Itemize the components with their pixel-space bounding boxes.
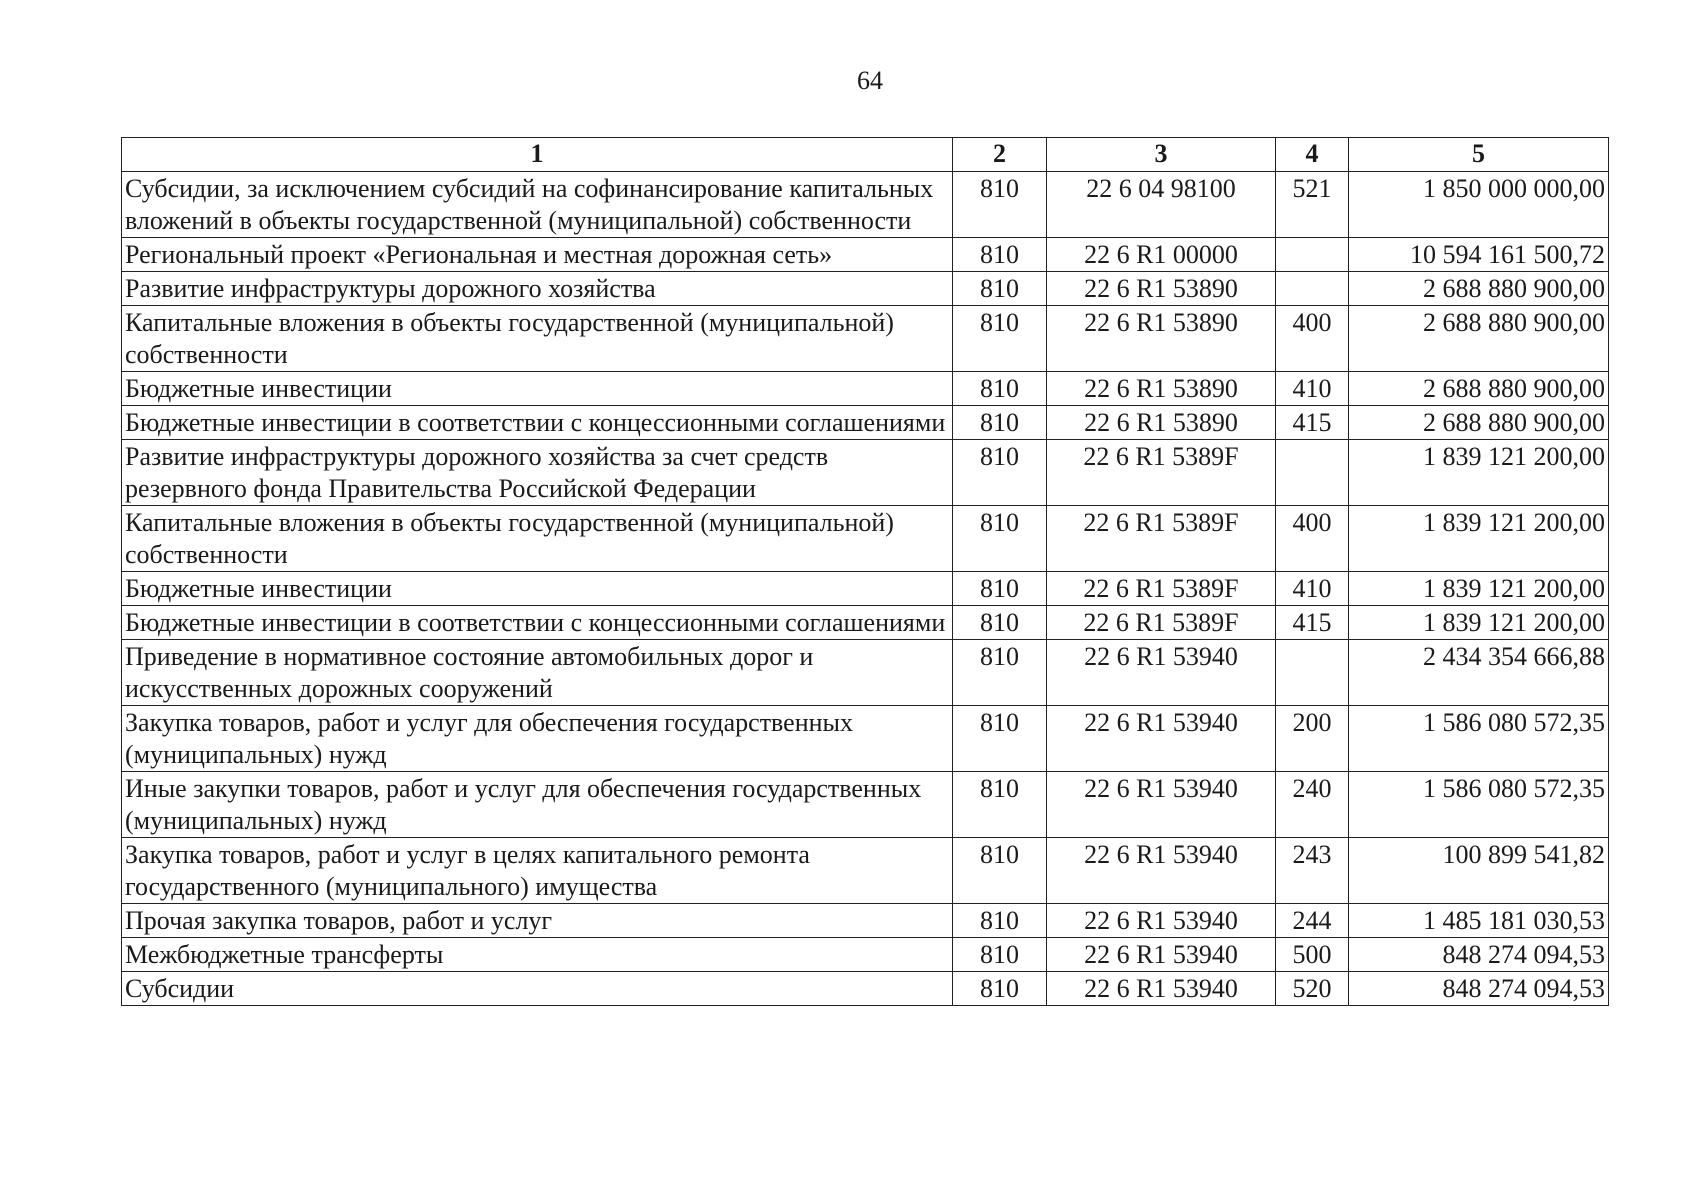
row-ministry-code: 810	[953, 506, 1047, 572]
row-target-code: 22 6 R1 00000	[1047, 238, 1276, 272]
row-name: Бюджетные инвестиции	[122, 572, 953, 606]
row-expense-type: 410	[1276, 372, 1349, 406]
table-row	[122, 372, 1609, 406]
table-row	[122, 640, 1609, 706]
row-ministry-code: 810	[953, 406, 1047, 440]
row-expense-type: 415	[1276, 606, 1349, 640]
row-target-code: 22 6 R1 53890	[1047, 372, 1276, 406]
page-number: 64	[857, 66, 883, 95]
table-row	[122, 904, 1609, 938]
table-row	[122, 238, 1609, 272]
row-ministry-code: 810	[953, 772, 1047, 838]
row-amount: 1 839 121 200,00	[1349, 606, 1609, 640]
row-target-code: 22 6 R1 53890	[1047, 272, 1276, 306]
row-ministry-code: 810	[953, 440, 1047, 506]
row-amount: 1 586 080 572,35	[1349, 772, 1609, 838]
row-amount: 2 434 354 666,88	[1349, 640, 1609, 706]
row-target-code: 22 6 R1 53890	[1047, 406, 1276, 440]
row-amount: 2 688 880 900,00	[1349, 272, 1609, 306]
row-target-code: 22 6 R1 53940	[1047, 972, 1276, 1006]
row-target-code: 22 6 R1 53940	[1047, 706, 1276, 772]
row-expense-type: 240	[1276, 772, 1349, 838]
row-target-code: 22 6 R1 5389F	[1047, 572, 1276, 606]
row-amount: 848 274 094,53	[1349, 972, 1609, 1006]
row-expense-type: 415	[1276, 406, 1349, 440]
row-expense-type: 400	[1276, 506, 1349, 572]
row-target-code: 22 6 R1 53940	[1047, 838, 1276, 904]
row-expense-type: 410	[1276, 572, 1349, 606]
row-name: Развитие инфраструктуры дорожного хозяйства	[122, 272, 953, 306]
row-expense-type: 500	[1276, 938, 1349, 972]
row-name: Закупка товаров, работ и услуг в целях капитального ремонта государственного (муниципального) имущества	[122, 838, 953, 904]
header-row	[122, 138, 1609, 172]
row-amount: 1 850 000 000,00	[1349, 172, 1609, 238]
table-row	[122, 406, 1609, 440]
row-target-code: 22 6 R1 53890	[1047, 306, 1276, 372]
header-col-4: 4	[1276, 138, 1349, 172]
row-ministry-code: 810	[953, 606, 1047, 640]
row-target-code: 22 6 R1 5389F	[1047, 606, 1276, 640]
row-amount: 2 688 880 900,00	[1349, 306, 1609, 372]
row-ministry-code: 810	[953, 172, 1047, 238]
row-name: Капитальные вложения в объекты государственной (муниципальной) собственности	[122, 306, 953, 372]
row-ministry-code: 810	[953, 272, 1047, 306]
row-amount: 1 586 080 572,35	[1349, 706, 1609, 772]
row-target-code: 22 6 R1 53940	[1047, 904, 1276, 938]
table-row	[122, 706, 1609, 772]
table-row	[122, 272, 1609, 306]
row-expense-type	[1276, 640, 1349, 706]
header-col-5: 5	[1349, 138, 1609, 172]
row-ministry-code: 810	[953, 706, 1047, 772]
row-ministry-code: 810	[953, 838, 1047, 904]
table-row	[122, 506, 1609, 572]
row-target-code: 22 6 R1 5389F	[1047, 440, 1276, 506]
row-name: Капитальные вложения в объекты государственной (муниципальной) собственности	[122, 506, 953, 572]
row-name: Субсидии, за исключением субсидий на софинансирование капитальных вложений в объекты государственной (муниципальной) собственности	[122, 172, 953, 238]
row-expense-type: 521	[1276, 172, 1349, 238]
row-target-code: 22 6 R1 53940	[1047, 938, 1276, 972]
row-expense-type: 400	[1276, 306, 1349, 372]
row-amount: 1 485 181 030,53	[1349, 904, 1609, 938]
header-col-2: 2	[953, 138, 1047, 172]
row-target-code: 22 6 R1 53940	[1047, 772, 1276, 838]
row-amount: 100 899 541,82	[1349, 838, 1609, 904]
row-ministry-code: 810	[953, 904, 1047, 938]
row-name: Прочая закупка товаров, работ и услуг	[122, 904, 953, 938]
row-name: Иные закупки товаров, работ и услуг для обеспечения государственных (муниципальных) нужд	[122, 772, 953, 838]
budget-table	[121, 137, 1609, 1006]
row-expense-type: 520	[1276, 972, 1349, 1006]
header-col-1: 1	[122, 138, 953, 172]
table-row	[122, 972, 1609, 1006]
row-name: Бюджетные инвестиции в соответствии с концессионными соглашениями	[122, 406, 953, 440]
row-amount: 1 839 121 200,00	[1349, 506, 1609, 572]
table-row	[122, 772, 1609, 838]
row-target-code: 22 6 04 98100	[1047, 172, 1276, 238]
row-ministry-code: 810	[953, 938, 1047, 972]
row-target-code: 22 6 R1 5389F	[1047, 506, 1276, 572]
table-row	[122, 440, 1609, 506]
row-expense-type: 243	[1276, 838, 1349, 904]
row-amount: 1 839 121 200,00	[1349, 440, 1609, 506]
row-ministry-code: 810	[953, 640, 1047, 706]
row-expense-type	[1276, 238, 1349, 272]
row-name: Развитие инфраструктуры дорожного хозяйства за счет средств резервного фонда Правительства Российской Федерации	[122, 440, 953, 506]
row-expense-type: 200	[1276, 706, 1349, 772]
row-name: Региональный проект «Региональная и местная дорожная сеть»	[122, 238, 953, 272]
row-amount: 848 274 094,53	[1349, 938, 1609, 972]
row-expense-type	[1276, 440, 1349, 506]
row-target-code: 22 6 R1 53940	[1047, 640, 1276, 706]
row-expense-type	[1276, 272, 1349, 306]
row-name: Субсидии	[122, 972, 953, 1006]
row-name: Приведение в нормативное состояние автомобильных дорог и искусственных дорожных сооружений	[122, 640, 953, 706]
row-ministry-code: 810	[953, 306, 1047, 372]
table-row	[122, 306, 1609, 372]
row-name: Бюджетные инвестиции	[122, 372, 953, 406]
header-col-3: 3	[1047, 138, 1276, 172]
row-expense-type: 244	[1276, 904, 1349, 938]
row-ministry-code: 810	[953, 572, 1047, 606]
row-amount: 10 594 161 500,72	[1349, 238, 1609, 272]
table-row	[122, 938, 1609, 972]
row-name: Закупка товаров, работ и услуг для обеспечения государственных (муниципальных) нужд	[122, 706, 953, 772]
table-row	[122, 172, 1609, 238]
row-name: Межбюджетные трансферты	[122, 938, 953, 972]
row-amount: 1 839 121 200,00	[1349, 572, 1609, 606]
row-amount: 2 688 880 900,00	[1349, 406, 1609, 440]
row-ministry-code: 810	[953, 372, 1047, 406]
row-name: Бюджетные инвестиции в соответствии с концессионными соглашениями	[122, 606, 953, 640]
row-ministry-code: 810	[953, 238, 1047, 272]
table-row	[122, 572, 1609, 606]
row-amount: 2 688 880 900,00	[1349, 372, 1609, 406]
table-row	[122, 838, 1609, 904]
row-ministry-code: 810	[953, 972, 1047, 1006]
table-row	[122, 606, 1609, 640]
